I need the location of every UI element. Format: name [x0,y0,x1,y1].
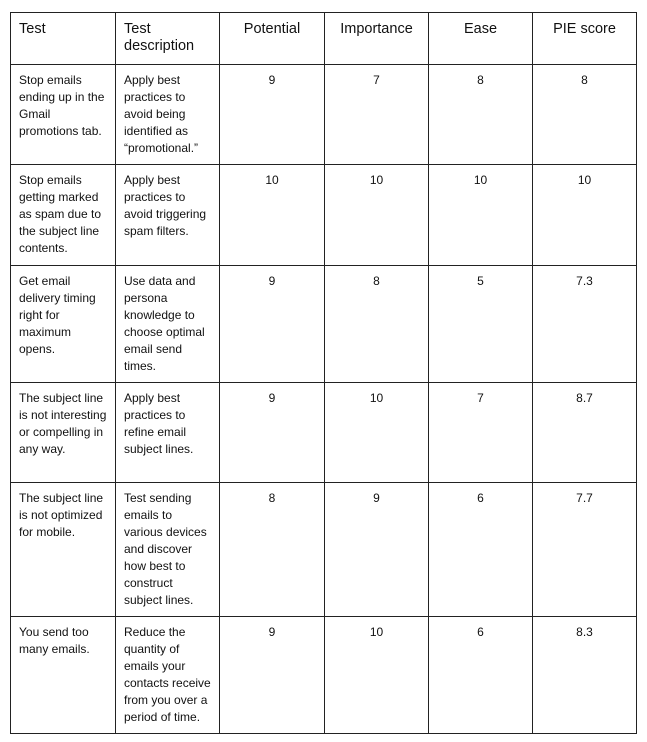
table-row [11,65,637,165]
cell-description: Test sending emails to various devices and discover how best to construct subject lines. [116,483,220,617]
cell-potential: 9 [220,617,325,734]
cell-ease: 10 [429,165,533,266]
header-row [11,13,637,65]
cell-potential: 10 [220,165,325,266]
cell-test: Get email delivery timing right for maximum opens. [11,266,116,383]
cell-ease: 6 [429,483,533,617]
cell-importance: 8 [325,266,429,383]
cell-potential: 9 [220,383,325,483]
header-potential: Potential [220,13,325,65]
cell-description: Use data and persona knowledge to choose optimal email send times. [116,266,220,383]
cell-ease: 7 [429,383,533,483]
cell-test: The subject line is not optimized for mobile. [11,483,116,617]
cell-pie-score: 10 [533,165,637,266]
cell-description: Apply best practices to avoid being identified as “promotional.” [116,65,220,165]
cell-ease: 6 [429,617,533,734]
cell-test: The subject line is not interesting or compelling in any way. [11,383,116,483]
table-row [11,165,637,266]
cell-pie-score: 7.3 [533,266,637,383]
cell-test: Stop emails getting marked as spam due to the subject line contents. [11,165,116,266]
pie-table [10,12,637,734]
cell-importance: 10 [325,617,429,734]
header-ease: Ease [429,13,533,65]
cell-pie-score: 8.7 [533,383,637,483]
cell-importance: 10 [325,165,429,266]
cell-ease: 8 [429,65,533,165]
cell-test: You send too many emails. [11,617,116,734]
header-importance: Importance [325,13,429,65]
table-row [11,617,637,734]
cell-potential: 8 [220,483,325,617]
header-pie-score: PIE score [533,13,637,65]
cell-ease: 5 [429,266,533,383]
cell-potential: 9 [220,266,325,383]
cell-potential: 9 [220,65,325,165]
cell-description: Reduce the quantity of emails your contacts receive from you over a period of time. [116,617,220,734]
header-test-description: Test description [116,13,220,65]
cell-pie-score: 8 [533,65,637,165]
header-test: Test [11,13,116,65]
cell-importance: 10 [325,383,429,483]
cell-description: Apply best practices to avoid triggering spam filters. [116,165,220,266]
cell-pie-score: 7.7 [533,483,637,617]
cell-importance: 9 [325,483,429,617]
table-row [11,266,637,383]
table-row [11,483,637,617]
cell-pie-score: 8.3 [533,617,637,734]
cell-importance: 7 [325,65,429,165]
cell-description: Apply best practices to refine email subject lines. [116,383,220,483]
table-row [11,383,637,483]
cell-test: Stop emails ending up in the Gmail promotions tab. [11,65,116,165]
